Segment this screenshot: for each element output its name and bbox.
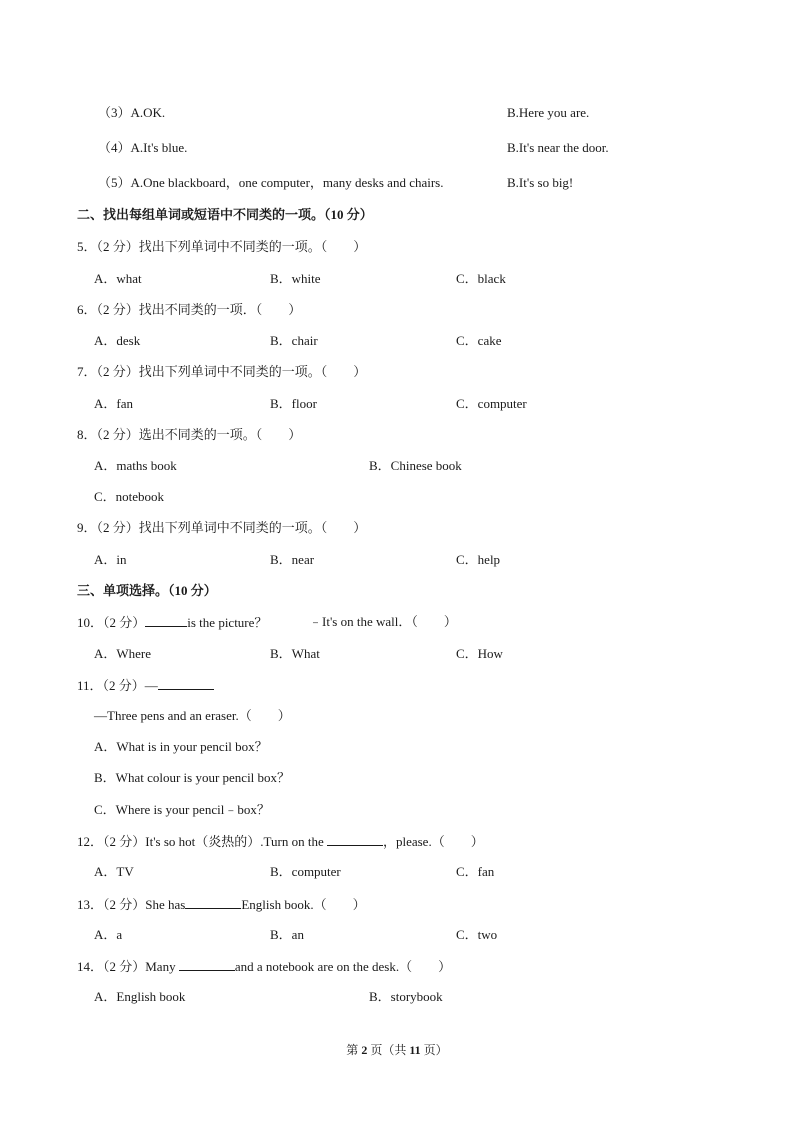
footer-page-number: 2 xyxy=(361,1043,368,1057)
footer-before: 第 xyxy=(346,1043,362,1057)
matching-4-option-a: （4）A.It's blue. xyxy=(98,140,188,155)
question-9-stem: 9．（2 分）找出下列单词中不同类的一项。（ ） xyxy=(77,520,367,535)
question-12-prefix: 12．（2 分）It's so hot（炎热的）.Turn on the xyxy=(77,834,327,849)
section-2-heading: 二、找出每组单词或短语中不同类的一项。（10 分） xyxy=(77,207,373,222)
question-8-option-a[interactable]: A．maths book xyxy=(94,458,177,473)
question-6-option-b[interactable]: B．chair xyxy=(270,333,318,348)
question-10-option-c[interactable]: C．How xyxy=(456,646,503,661)
question-14-option-b[interactable]: B．storybook xyxy=(369,989,443,1004)
question-13-prefix: 13．（2 分）She has xyxy=(77,897,186,912)
question-10-stem xyxy=(77,614,267,631)
question-12-suffix: ，please.（ ） xyxy=(382,834,484,849)
question-11-stem xyxy=(77,677,214,694)
question-10-option-b[interactable]: B．What xyxy=(270,646,320,661)
question-14-suffix: and a notebook are on the desk.（ ） xyxy=(234,959,452,974)
question-8-option-b[interactable]: B．Chinese book xyxy=(369,458,462,473)
matching-4-option-b: B.It's near the door. xyxy=(507,140,609,155)
question-6-stem: 6．（2 分）找出不同类的一项．（ ） xyxy=(77,302,302,317)
question-5-stem: 5．（2 分）找出下列单词中不同类的一项。（ ） xyxy=(77,239,367,254)
question-9-option-b[interactable]: B．near xyxy=(270,552,315,567)
question-13-option-a[interactable]: A．a xyxy=(94,927,123,942)
question-13-stem xyxy=(77,896,366,913)
question-8-option-c[interactable]: C．notebook xyxy=(94,489,165,504)
question-12-option-c[interactable]: C．fan xyxy=(456,864,495,879)
question-8-stem: 8．（2 分）选出不同类的一项。（ ） xyxy=(77,427,302,442)
question-13-suffix: English book.（ ） xyxy=(241,897,366,912)
question-7-stem: 7．（2 分）找出下列单词中不同类的一项。（ ） xyxy=(77,364,367,379)
question-14-stem xyxy=(77,958,451,975)
question-13-blank[interactable] xyxy=(185,896,241,909)
question-7-option-c[interactable]: C．computer xyxy=(456,396,527,411)
question-10-prefix: 10．（2 分） xyxy=(77,615,146,630)
question-10-answer: ﹣It's on the wall．（ ） xyxy=(309,614,457,629)
question-11-option-b[interactable]: B．What colour is your pencil box？ xyxy=(94,770,291,785)
matching-3-option-b: B.Here you are. xyxy=(507,105,590,120)
question-14-option-a[interactable]: A．English book xyxy=(94,989,186,1004)
question-6-option-a[interactable]: A．desk xyxy=(94,333,141,348)
question-5-option-b[interactable]: B．white xyxy=(270,271,321,286)
footer-middle: 页（共 xyxy=(367,1043,410,1057)
matching-5-option-b: B.It's so big! xyxy=(507,175,574,190)
question-11-prefix: 11．（2 分）— xyxy=(77,678,158,693)
question-13-option-b[interactable]: B．an xyxy=(270,927,304,942)
footer-after: 页） xyxy=(420,1043,448,1057)
question-10-blank[interactable] xyxy=(145,614,187,627)
section-3-heading: 三、单项选择。（10 分） xyxy=(77,583,217,598)
question-12-option-b[interactable]: B．computer xyxy=(270,864,341,879)
question-7-option-a[interactable]: A．fan xyxy=(94,396,133,411)
matching-3-option-a: （3）A.OK. xyxy=(98,105,166,120)
page-footer xyxy=(0,1042,794,1058)
question-10-option-a[interactable]: A．Where xyxy=(94,646,152,661)
question-7-option-b[interactable]: B．floor xyxy=(270,396,317,411)
footer-total-pages: 11 xyxy=(409,1043,421,1057)
question-5-option-c[interactable]: C．black xyxy=(456,271,506,286)
question-9-option-a[interactable]: A．in xyxy=(94,552,127,567)
question-9-option-c[interactable]: C．help xyxy=(456,552,501,567)
question-11-reply: —Three pens and an eraser.（ ） xyxy=(94,708,291,723)
question-11-option-c[interactable]: C．Where is your pencil﹣box？ xyxy=(94,802,270,817)
question-14-blank[interactable] xyxy=(179,958,235,971)
question-12-blank[interactable] xyxy=(327,833,383,846)
question-6-option-c[interactable]: C．cake xyxy=(456,333,502,348)
question-12-option-a[interactable]: A．TV xyxy=(94,864,134,879)
question-5-option-a[interactable]: A．what xyxy=(94,271,142,286)
question-11-blank[interactable] xyxy=(158,677,214,690)
matching-5-option-a: （5）A.One blackboard，one computer，many desks and chairs. xyxy=(98,175,444,190)
question-10-after-blank: is the picture？ xyxy=(187,615,268,630)
question-11-option-a[interactable]: A．What is in your pencil box？ xyxy=(94,739,268,754)
question-13-option-c[interactable]: C．two xyxy=(456,927,498,942)
question-12-stem xyxy=(77,833,484,850)
question-14-prefix: 14．（2 分）Many xyxy=(77,959,179,974)
